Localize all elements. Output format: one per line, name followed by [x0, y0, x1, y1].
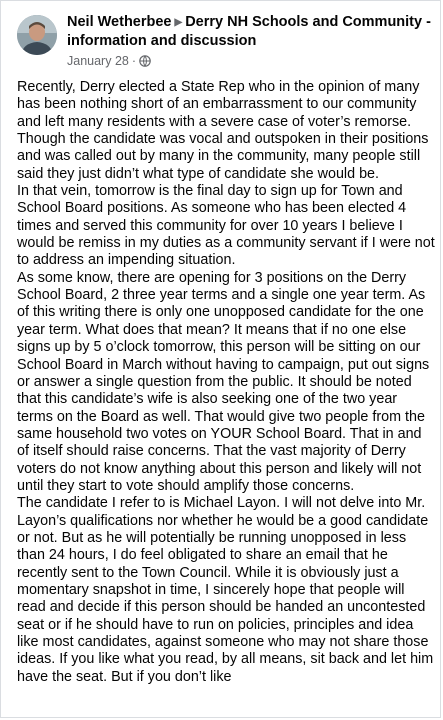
- post-meta: [67, 13, 437, 71]
- post-paragraph: The candidate I refer to is Michael Layon. I will not delve into Mr. Layon’s qualifications nor whether he would be a good candidate or not. But as he will potentially be running unopposed in less than 24 hours, I do feel obligated to share an email that he recently sent to the Town Council. While it is obviously just a momentary snapshot in time, I sincerely hope that people will read and decide if this person should be handed an uncontested seat or if he should have to run on policies, principles and idea like most candidates, against someone who may not share those ideas. If you like what you read, by all means, sit back and let him have the seat. But if you don’t like: [17, 495, 434, 685]
- avatar[interactable]: [17, 15, 57, 55]
- post-paragraph: As some know, there are opening for 3 positions on the Derry School Board, 2 three year terms and a single one year term. As of this writing there is only one unopposed candidate for the one year term. What does that mean? It means that if no one else signs up by 5 o’clock tomorrow, this person will be sitting on our School Board in March without having to campaign, put out signs or answer a single question from the public. It should be noted that this candidate’s wife is also seeking one of the two year terms on the Board as well. That would give two people from the same household two votes on YOUR School Board. That in and of itself should raise concerns. That the vast majority of Derry voters do not know anything about this person and likely will not until they start to vote should amplify those concerns.: [17, 269, 430, 494]
- post-date[interactable]: January 28: [67, 54, 129, 68]
- post-body: [17, 79, 435, 686]
- separator-dot: ·: [131, 54, 137, 68]
- group-name[interactable]: Derry NH Schools and Community - information and discussion: [67, 14, 431, 49]
- post-paragraph: Recently, Derry elected a State Rep who in the opinion of many has been nothing short of an embarrassment to our community and left many residents with a severe case of voter’s remorse. Though the candidate was vocal and outspoken in their positions and was called out by many in the community, many people still said they just didn’t what type of candidate she would be.: [17, 79, 429, 182]
- profile-photo-icon: [17, 15, 57, 55]
- post-subline: [67, 53, 437, 71]
- author-name[interactable]: Neil Wetherbee: [67, 14, 172, 30]
- globe-icon: [139, 55, 151, 71]
- triangle-right-icon: ▶: [174, 17, 183, 28]
- post-paragraph: In that vein, tomorrow is the final day to sign up for Town and School Board positions. As someone who has been elected 4 times and served this community for over 10 years I believe I would be remiss in my duties as a community servant if I were not to address an impending situation.: [17, 183, 435, 269]
- post-title: [67, 13, 437, 51]
- post-header: [17, 13, 437, 73]
